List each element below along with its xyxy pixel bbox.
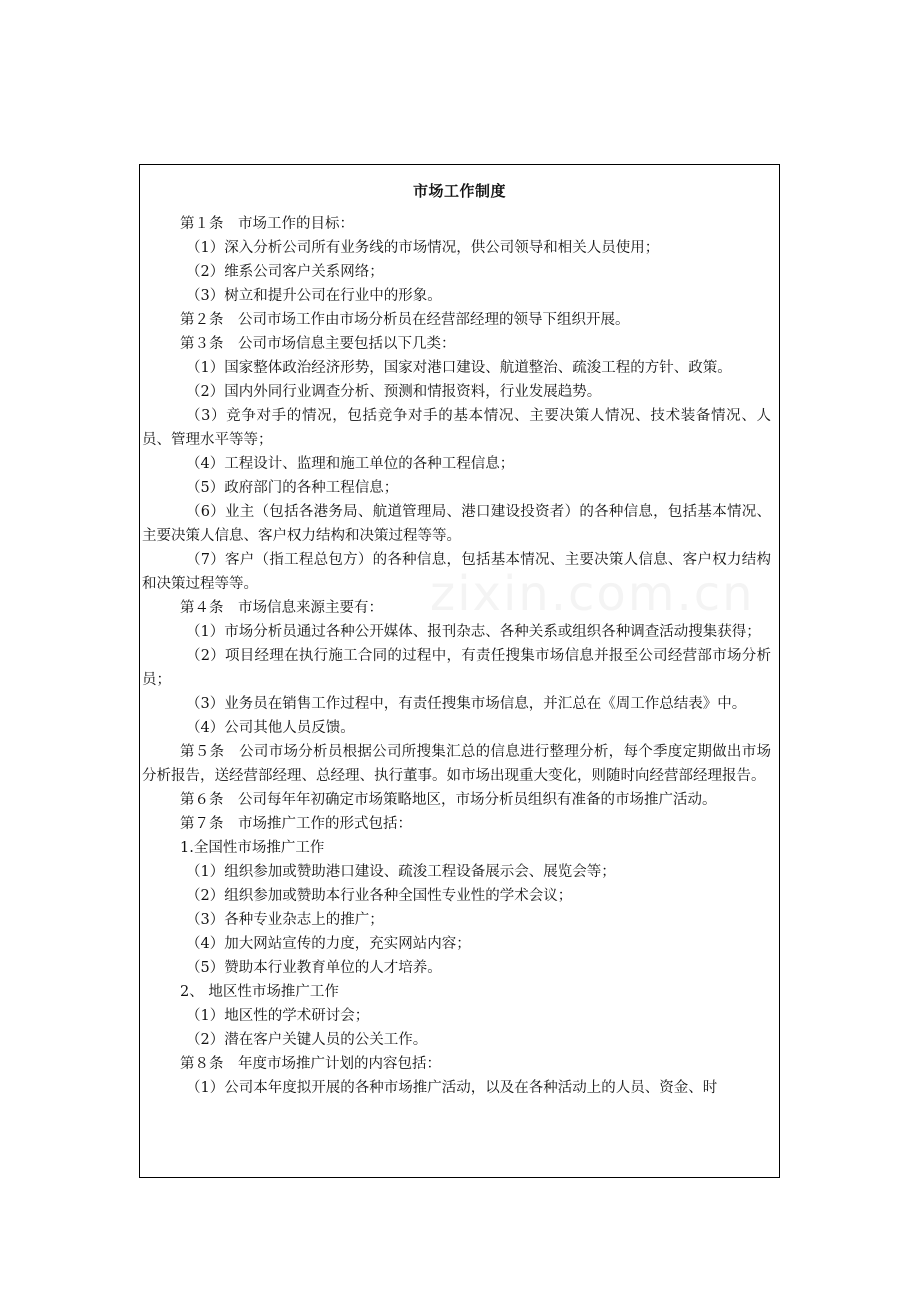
article-heading: 第４条 市场信息来源主要有： bbox=[180, 600, 383, 616]
list-item: （6）业主（包括各港务局、航道管理局、港口建设投资者）的各种信息，包括基本情况、主要决策人信息、客户权力结构和决策过程等等。 bbox=[142, 504, 771, 544]
list-item: （1）地区性的学术研讨会； bbox=[186, 1008, 370, 1024]
list-item: （2）国内外同行业调查分析、预测和情报资料，行业发展趋势。 bbox=[186, 384, 602, 400]
section-heading: 1.全国性市场推广工作 bbox=[180, 840, 325, 856]
article-heading: 第７条 市场推广工作的形式包括： bbox=[180, 816, 412, 832]
list-item: （2）项目经理在执行施工合同的过程中，有责任搜集市场信息并报至公司经营部市场分析员； bbox=[142, 648, 771, 688]
article-heading: 第２条 公司市场工作由市场分析员在经营部经理的领导下组织开展。 bbox=[180, 312, 630, 328]
list-item: （4）公司其他人员反馈。 bbox=[186, 720, 355, 736]
document-body bbox=[140, 212, 779, 1100]
list-item: （3）各种专业杂志上的推广； bbox=[186, 912, 384, 928]
list-item: （3）竞争对手的情况，包括竞争对手的基本情况、主要决策人情况、技术装备情况、人员、管理水平等等； bbox=[142, 408, 771, 448]
list-item: （1）组织参加或赞助港口建设、疏浚工程设备展示会、展览会等； bbox=[186, 864, 616, 880]
list-item: （1）深入分析公司所有业务线的市场情况，供公司领导和相关人员使用； bbox=[186, 240, 660, 256]
list-item: （1）公司本年度拟开展的各种市场推广活动，以及在各种活动上的人员、资金、时 bbox=[186, 1080, 718, 1096]
article-heading: 第１条 市场工作的目标： bbox=[180, 216, 354, 232]
document-title: 市场工作制度 bbox=[412, 182, 506, 200]
list-item: （3）业务员在销售工作过程中，有责任搜集市场信息，并汇总在《周工作总结表》中。 bbox=[186, 696, 747, 712]
list-item: （4）工程设计、监理和施工单位的各种工程信息； bbox=[186, 456, 515, 472]
list-item: （5）政府部门的各种工程信息； bbox=[186, 480, 399, 496]
article-heading: 第６条 公司每年年初确定市场策略地区，市场分析员组织有准备的市场推广活动。 bbox=[180, 792, 717, 808]
article-heading: 第３条 公司市场信息主要包括以下几类： bbox=[180, 336, 456, 352]
article-heading: 第５条 公司市场分析员根据公司所搜集汇总的信息进行整理分析，每个季度定期做出市场分析报告，送经营部经理、总经理、执行董事。如市场出现重大变化，则随时向经营部经理报告。 bbox=[142, 744, 771, 784]
list-item: （4）加大网站宣传的力度，充实网站内容； bbox=[186, 936, 471, 952]
section-heading: 2、 地区性市场推广工作 bbox=[180, 984, 339, 1000]
document-frame bbox=[139, 164, 780, 1178]
list-item: （2）组织参加或赞助本行业各种全国性专业性的学术会议； bbox=[186, 888, 573, 904]
article-heading: 第８条 年度市场推广计划的内容包括： bbox=[180, 1056, 441, 1072]
list-item: （3）树立和提升公司在行业中的形象。 bbox=[186, 288, 442, 304]
watermark: zixin.com.cn bbox=[430, 566, 755, 622]
list-item: （2）潜在客户关键人员的公关工作。 bbox=[186, 1032, 428, 1048]
list-item: （1）国家整体政治经济形势，国家对港口建设、航道整治、疏浚工程的方针、政策。 bbox=[186, 360, 732, 376]
list-item: （1）市场分析员通过各种公开媒体、报刊杂志、各种关系或组织各种调查活动搜集获得； bbox=[186, 624, 761, 640]
list-item: （2）维系公司客户关系网络； bbox=[186, 264, 384, 280]
list-item: （7）客户（指工程总包方）的各种信息，包括基本情况、主要决策人信息、客户权力结构和决策过程等等。 bbox=[142, 552, 771, 592]
list-item: （5）赞助本行业教育单位的人才培养。 bbox=[186, 960, 442, 976]
